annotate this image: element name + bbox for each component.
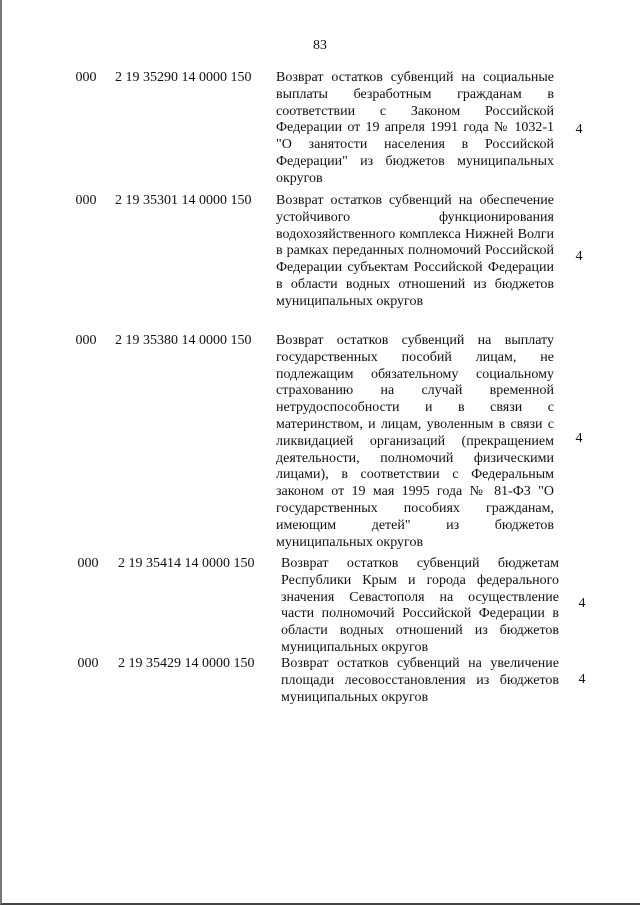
admin-code: 000 (75, 193, 97, 208)
row-description: Возврат остатков субвенций на выплату государственных пособий лицам, не подлежащим обязательному социальному страхованию на случай временной нетрудоспособности и в связи с материнством, и лицам, уволенным в связи с ликвидацией организаций (прекращением деятельности, полномочий физическими лицами), в соответствии с Федеральным законом от 19 мая 1995 года № 81-ФЗ "О государственных пособиях гражданам, имеющим детей" из бюджетов муниципальных округов (276, 333, 554, 550)
admin-code: 000 (77, 556, 99, 571)
budget-code: 2 19 35414 14 0000 150 (118, 556, 255, 571)
row-description: Возврат остатков субвенций на обеспечение устойчивого функционирования водохозяйственного комплекса Нижней Волги в рамках переданных полномочий Российской Федерации субъектам Российской Федерации в области водных отношений из бюджетов муниципальных округов (276, 193, 554, 309)
budget-code: 2 19 35429 14 0000 150 (118, 656, 255, 671)
row-description: Возврат остатков субвенций на увеличение площади лесовосстановления из бюджетов муниципальных округов (281, 656, 559, 705)
column-number: 4 (575, 431, 583, 446)
column-number: 4 (575, 122, 583, 137)
budget-code: 2 19 35290 14 0000 150 (115, 70, 252, 85)
row-description: Возврат остатков субвенций бюджетам Республики Крым и города федерального значения Севастополя на осуществление части полномочий Российской Федерации в области водных отношений из бюджетов муниципальных округов (281, 556, 559, 655)
admin-code: 000 (77, 656, 99, 671)
column-number: 4 (578, 596, 586, 611)
column-number: 4 (578, 672, 586, 687)
budget-code: 2 19 35380 14 0000 150 (115, 333, 252, 348)
budget-code: 2 19 35301 14 0000 150 (115, 193, 252, 208)
page-number: 83 (313, 38, 327, 53)
row-description: Возврат остатков субвенций на социальные выплаты безработным гражданам в соответствии с Законом Российской Федерации от 19 апреля 1991 года № 1032-1 "О занятости населения в Российской Федерации" из бюджетов муниципальных округов (276, 70, 554, 186)
admin-code: 000 (75, 70, 97, 85)
column-number: 4 (575, 249, 583, 264)
admin-code: 000 (75, 333, 97, 348)
